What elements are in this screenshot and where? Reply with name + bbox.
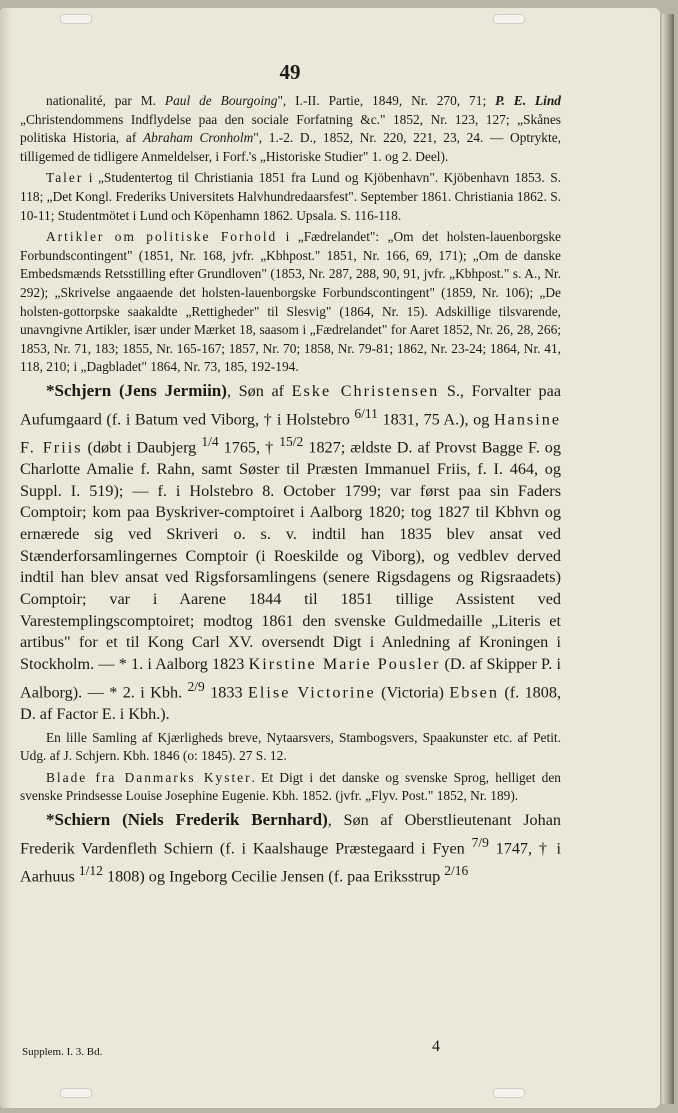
text-segment: nationalité, par M. xyxy=(46,93,165,108)
binding-clip-top xyxy=(60,14,92,24)
work-title: Taler xyxy=(46,170,84,186)
date-fraction: 2/9 xyxy=(187,678,205,694)
page-edge-shadow xyxy=(658,14,674,1104)
paragraph-samling xyxy=(20,729,561,766)
text-segment: . Et Digt i det danske og svenske Sprog, helliget den svenske Prindsesse Louise Josephine Eugenie. Kbh. 1852. (jvfr. „Flyv. Post." 1852, Nr. 189). xyxy=(20,769,561,804)
person-name: Kirstine Marie Pousler xyxy=(248,655,441,674)
text-segment: , Søn af xyxy=(226,381,292,400)
date-fraction: 1/4 xyxy=(201,433,219,449)
person-name: Eske Christensen xyxy=(291,381,440,400)
text-segment: (døbt i Daubjerg xyxy=(82,438,202,457)
person-name: Ebsen xyxy=(449,683,499,702)
text-segment: 1831, 75 A.), og xyxy=(377,410,494,428)
text-segment: 1808) og Ingeborg Cecilie Jensen (f. paa Eriksstrup xyxy=(102,867,445,886)
binding-clip-bottom-right xyxy=(493,1088,525,1098)
date-fraction: 1/12 xyxy=(78,862,103,878)
date-fraction: 2/16 xyxy=(444,862,469,878)
text-segment: 1833 xyxy=(204,683,249,702)
binding-clip-top-right xyxy=(493,14,525,24)
page-spine-shading xyxy=(0,8,12,1108)
paragraph-continuation xyxy=(20,92,561,166)
entry-headword: *Schiern (Niels Frederik Bernhard) xyxy=(46,810,328,829)
paragraph-taler xyxy=(20,169,561,225)
entry-schjern-jens xyxy=(20,380,561,726)
author-name: Abraham Cronholm xyxy=(142,130,254,146)
work-title: Artikler om politiske Forhold xyxy=(46,229,278,245)
text-segment: En lille Samling af Kjærligheds breve, Nytaarsvers, Stambogsvers, Spaakunster etc. af Petit. Udg. af J. Schjern. Kbh. 1846 (o: 1845). 27 S. 12. xyxy=(20,729,561,764)
date-fraction: 15/2 xyxy=(279,433,304,449)
text-segment: (Victoria) xyxy=(375,683,450,702)
text-segment: ", 1.-2. D., 1852, Nr. 220, 221, 23, 24. — Optrykte, tilligemed de tidligere Anmeldelser, i Forf.'s „Historiske Studier" 1. og 2. Deel). xyxy=(20,130,561,164)
person-name: Hansine F. Friis xyxy=(20,410,562,457)
text-segment: 1827; ældste D. af Provst Bagge F. og Charlotte Amalie f. Rahn, samt Søster til Præsten Immanuel Friis, f. I. 464, og Suppl. I. 519); — f. i Holstebro 8. October 1799; var først paa sin Faders Comptoir; kom paa Byskriver-comptoiret i Aalborg 1820; tog 1827 til Kbhvn og ernærede sig ved Skriveri o. s. v. indtil han 1835 blev ansat ved Stænderforsamlingernes Comptoir (i Roeskilde og Viborg), og vedblev derved indtil han blev ansat ved Rigsforsamlingens (senere Rigsdagens og Rigsraadets) Comptoir; var i Aarene 1844 til 1851 tillige Assistent ved Varestemplingscomptoiret; modtog 1861 den svenske Guldmedaille „Literis et artibus" for et til Kong Carl XV. oversendt Digt i Anledning af Kroningen i Stockholm. — * 1. i Aalborg 1823 xyxy=(20,438,561,674)
page-number: 49 xyxy=(279,60,301,84)
signature-label: Supplem. I. 3. Bd. xyxy=(22,1046,103,1058)
entry-headword: *Schjern (Jens Jermiin) xyxy=(46,380,227,400)
person-name: Elise Victorine xyxy=(248,683,376,702)
text-segment: „Christendommens Indflydelse paa den sociale Forfatning &c." 1852, Nr. 123, 127; „Skånes politiska Historia, af xyxy=(20,111,561,146)
text-segment: ", I.-II. Partie, 1849, Nr. 270, 71; xyxy=(277,93,496,108)
text-segment: , Søn af Oberstlieutenant Johan Frederik Vardenfleth Schiern (f. i Kaalshauge Præstegaard i Fyen xyxy=(20,811,561,858)
author-name: P. E. Lind xyxy=(495,93,561,108)
text-segment: 1747, † i Aarhuus xyxy=(20,839,562,886)
paragraph-blade xyxy=(20,769,561,806)
text-segment: (f. 1808, D. af Factor E. i Kbh.). xyxy=(20,683,562,723)
paragraph-artikler xyxy=(20,228,561,377)
text-segment: 1765, † xyxy=(218,438,280,457)
date-fraction: 7/9 xyxy=(471,834,489,850)
text-segment: i „Fædrelandet": „Om det holsten-lauenborgske Forbundscontingent" (1851, Nr. 168, jvfr. „Kbhpost." 1851, Nr. 166, 69, 171); „Om de danske Embedsmænds Retsstilling efter Grundloven" (1853, Nr. 287, 288, 90, 91, jvfr. „Kbhpost." s. A., Nr. 292); „Skrivelse angaaende det holsten-lauenborgske Forbundscontingent" (1859, Nr. 106); „De holsten-gottorpske saakaldte „Rettigheder" til Slesvig" (1864, Nr. 15). Adskillige tilsvarende, unavngivne Artikler, især under Mærket 18, saasom i „Fædrelandet" for Aaret 1852, Nr. 26, 28, 266; 1853, Nr. 71, 183; 1855, Nr. 165-167; 1857, Nr. 70; 1858, Nr. 79-81; 1862, Nr. 23-24; 1864, Nr. 41, 118, 210; i „Dagbladet" 1864, Nr. 73, 185, 192-194. xyxy=(20,229,561,375)
text-segment: i „Studentertog til Christiania 1851 fra Lund og Kjöbenhavn". Kjöbenhavn 1853. S. 118; „Det Kongl. Frederiks Universitets Halvhundredaarsfest". September 1861. Christiania 1862. S. 10-11; Studentmötet i Lund och Köpenhamn 1862. Upsala. S. 116-118. xyxy=(20,170,561,223)
date-fraction: 6/11 xyxy=(354,405,378,421)
sheet-number: 4 xyxy=(432,1038,440,1055)
page-body xyxy=(20,92,561,888)
author-name: Paul de Bourgoing xyxy=(164,93,278,108)
binding-clip-bottom xyxy=(60,1088,92,1098)
text-segment: (D. af Skipper P. i Aalborg). — * 2. i Kbh. xyxy=(20,655,561,702)
work-title: Blade fra Danmarks Kyster xyxy=(46,769,252,785)
text-segment: S., Forvalter paa Aufumgaard (f. i Batum ved Viborg, † i Holstebro xyxy=(20,381,561,428)
entry-schiern-niels xyxy=(20,809,561,888)
page-footer xyxy=(22,1038,550,1058)
